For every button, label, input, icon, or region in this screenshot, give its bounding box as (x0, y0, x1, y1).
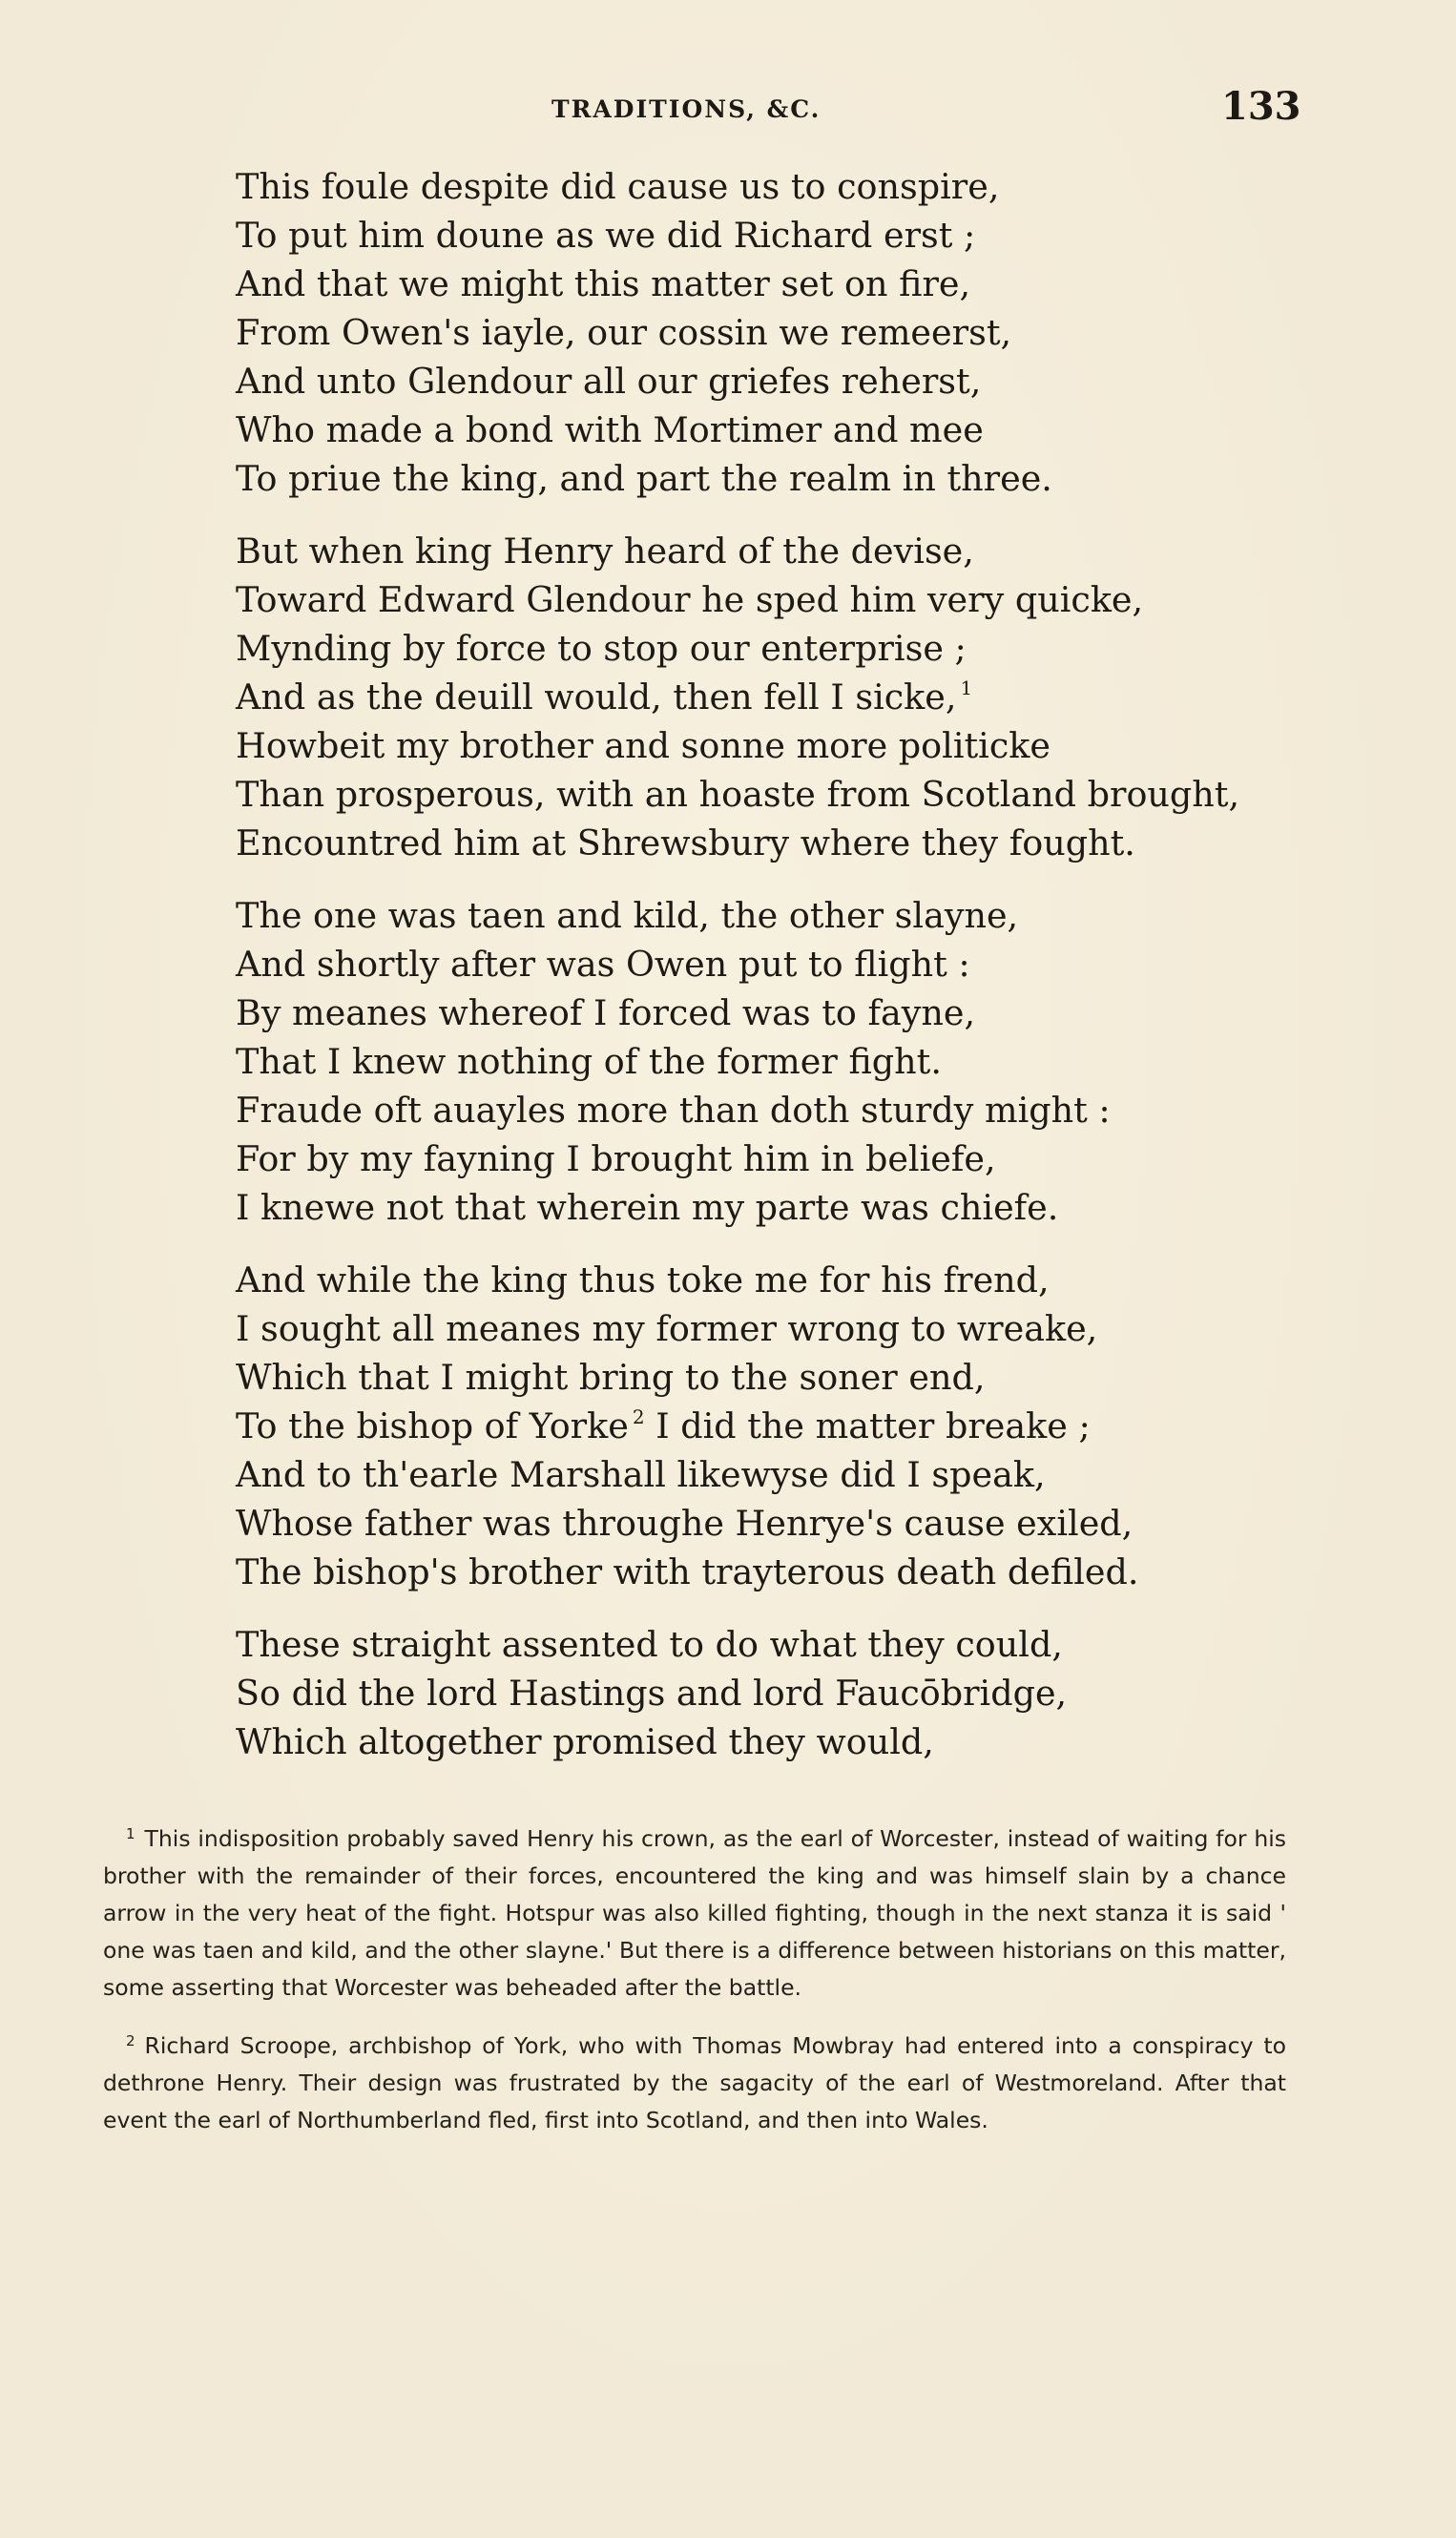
verse-line: But when king Henry heard of the devise, (236, 530, 974, 572)
page-number: 133 (1221, 84, 1301, 129)
verse-line: To put him doune as we did Richard erst ; (236, 215, 976, 256)
verse-line: By meanes whereof I forced was to fayne, (236, 992, 976, 1033)
verse-line-with-footnote (236, 1402, 1304, 1450)
verse-line: To priue the king, and part the realm in three. (236, 458, 1052, 499)
verse-line: From Owen's iayle, our cossin we remeerst, (236, 312, 1012, 353)
running-title: TRADITIONS, &C. (551, 95, 822, 123)
verse-line: Fraude oft auayles more than doth sturdy might : (236, 1090, 1111, 1131)
poem (236, 162, 1304, 1790)
verse-line: For by my fayning I brought him in beliefe, (236, 1138, 996, 1179)
footnote-ref-2: 2 (632, 1405, 645, 1428)
verse-line: And to th'earle Marshall likewyse did I speak, (236, 1454, 1046, 1495)
stanza-1 (236, 162, 1304, 503)
verse-text: And as the deuill would, then fell I sicke, (236, 676, 957, 718)
verse-line: Toward Edward Glendour he sped him very quicke, (236, 579, 1144, 620)
verse-line: So did the lord Hastings and lord Faucōbridge, (236, 1673, 1068, 1714)
verse-line: And that we might this matter set on fire, (236, 263, 971, 304)
verse-line: I sought all meanes my former wrong to wreake, (236, 1308, 1098, 1349)
verse-line-with-footnote (236, 673, 1304, 721)
verse-line: Who made a bond with Mortimer and mee (236, 409, 984, 450)
verse-line: Mynding by force to stop our enterprise ; (236, 628, 967, 669)
verse-line: I knewe not that wherein my parte was chiefe. (236, 1187, 1059, 1228)
footnote-ref-1: 1 (960, 676, 973, 699)
verse-line: Which that I might bring to the soner end, (236, 1357, 986, 1398)
verse-line: Than prosperous, with an hoaste from Scotland brought, (236, 774, 1240, 815)
verse-line: Encountred him at Shrewsbury where they fought. (236, 822, 1135, 863)
verse-line: The one was taen and kild, the other slayne, (236, 895, 1019, 936)
verse-line: Whose father was throughe Henrye's cause exiled, (236, 1503, 1134, 1544)
stanza-5 (236, 1620, 1304, 1766)
stanza-3 (236, 891, 1304, 1232)
verse-line: And shortly after was Owen put to flight : (236, 944, 970, 985)
footnote-text: Richard Scroope, archbishop of York, who with Thomas Mowbray had entered into a conspiracy to dethrone Henry. Their design was frustrated by the sagacity of the earl of Westmoreland. After that event the earl of Northumberland fled, first into Scotland, and then into Wales. (103, 2032, 1286, 2133)
verse-text: To the bishop of Yorke (236, 1405, 629, 1446)
footnote-mark: 1 (126, 1825, 135, 1842)
footnote-mark: 2 (126, 2032, 135, 2049)
footnotes (103, 1820, 1286, 2160)
verse-line: These straight assented to do what they could, (236, 1624, 1063, 1665)
verse-text-continued: I did the matter breake ; (655, 1405, 1091, 1446)
verse-line: Which altogether promised they would, (236, 1721, 934, 1762)
footnote-1 (103, 1820, 1286, 2007)
footnote-text: This indisposition probably saved Henry his crown, as the earl of Worcester, instead of waiting for his brother with the remainder of their forces, encountered the king and was himself slain by a chance arrow in the very heat of the fight. Hotspur was also killed fighting, though in the next stanza it is said ' one was taen and kild, and the other slayne.' But there is a difference between historians on this matter, some asserting that Worcester was beheaded after the battle. (103, 1825, 1286, 2001)
running-head (0, 84, 1456, 132)
footnote-2 (103, 2028, 1286, 2139)
verse-line: And unto Glendour all our griefes reherst, (236, 361, 982, 402)
verse-line: The bishop's brother with trayterous death defiled. (236, 1551, 1139, 1592)
stanza-4 (236, 1256, 1304, 1596)
verse-line: And while the king thus toke me for his frend, (236, 1259, 1050, 1300)
stanza-2 (236, 527, 1304, 867)
verse-line: That I knew nothing of the former fight. (236, 1041, 942, 1082)
verse-line: This foule despite did cause us to conspire, (236, 166, 1000, 207)
verse-line: Howbeit my brother and sonne more politicke (236, 725, 1050, 766)
